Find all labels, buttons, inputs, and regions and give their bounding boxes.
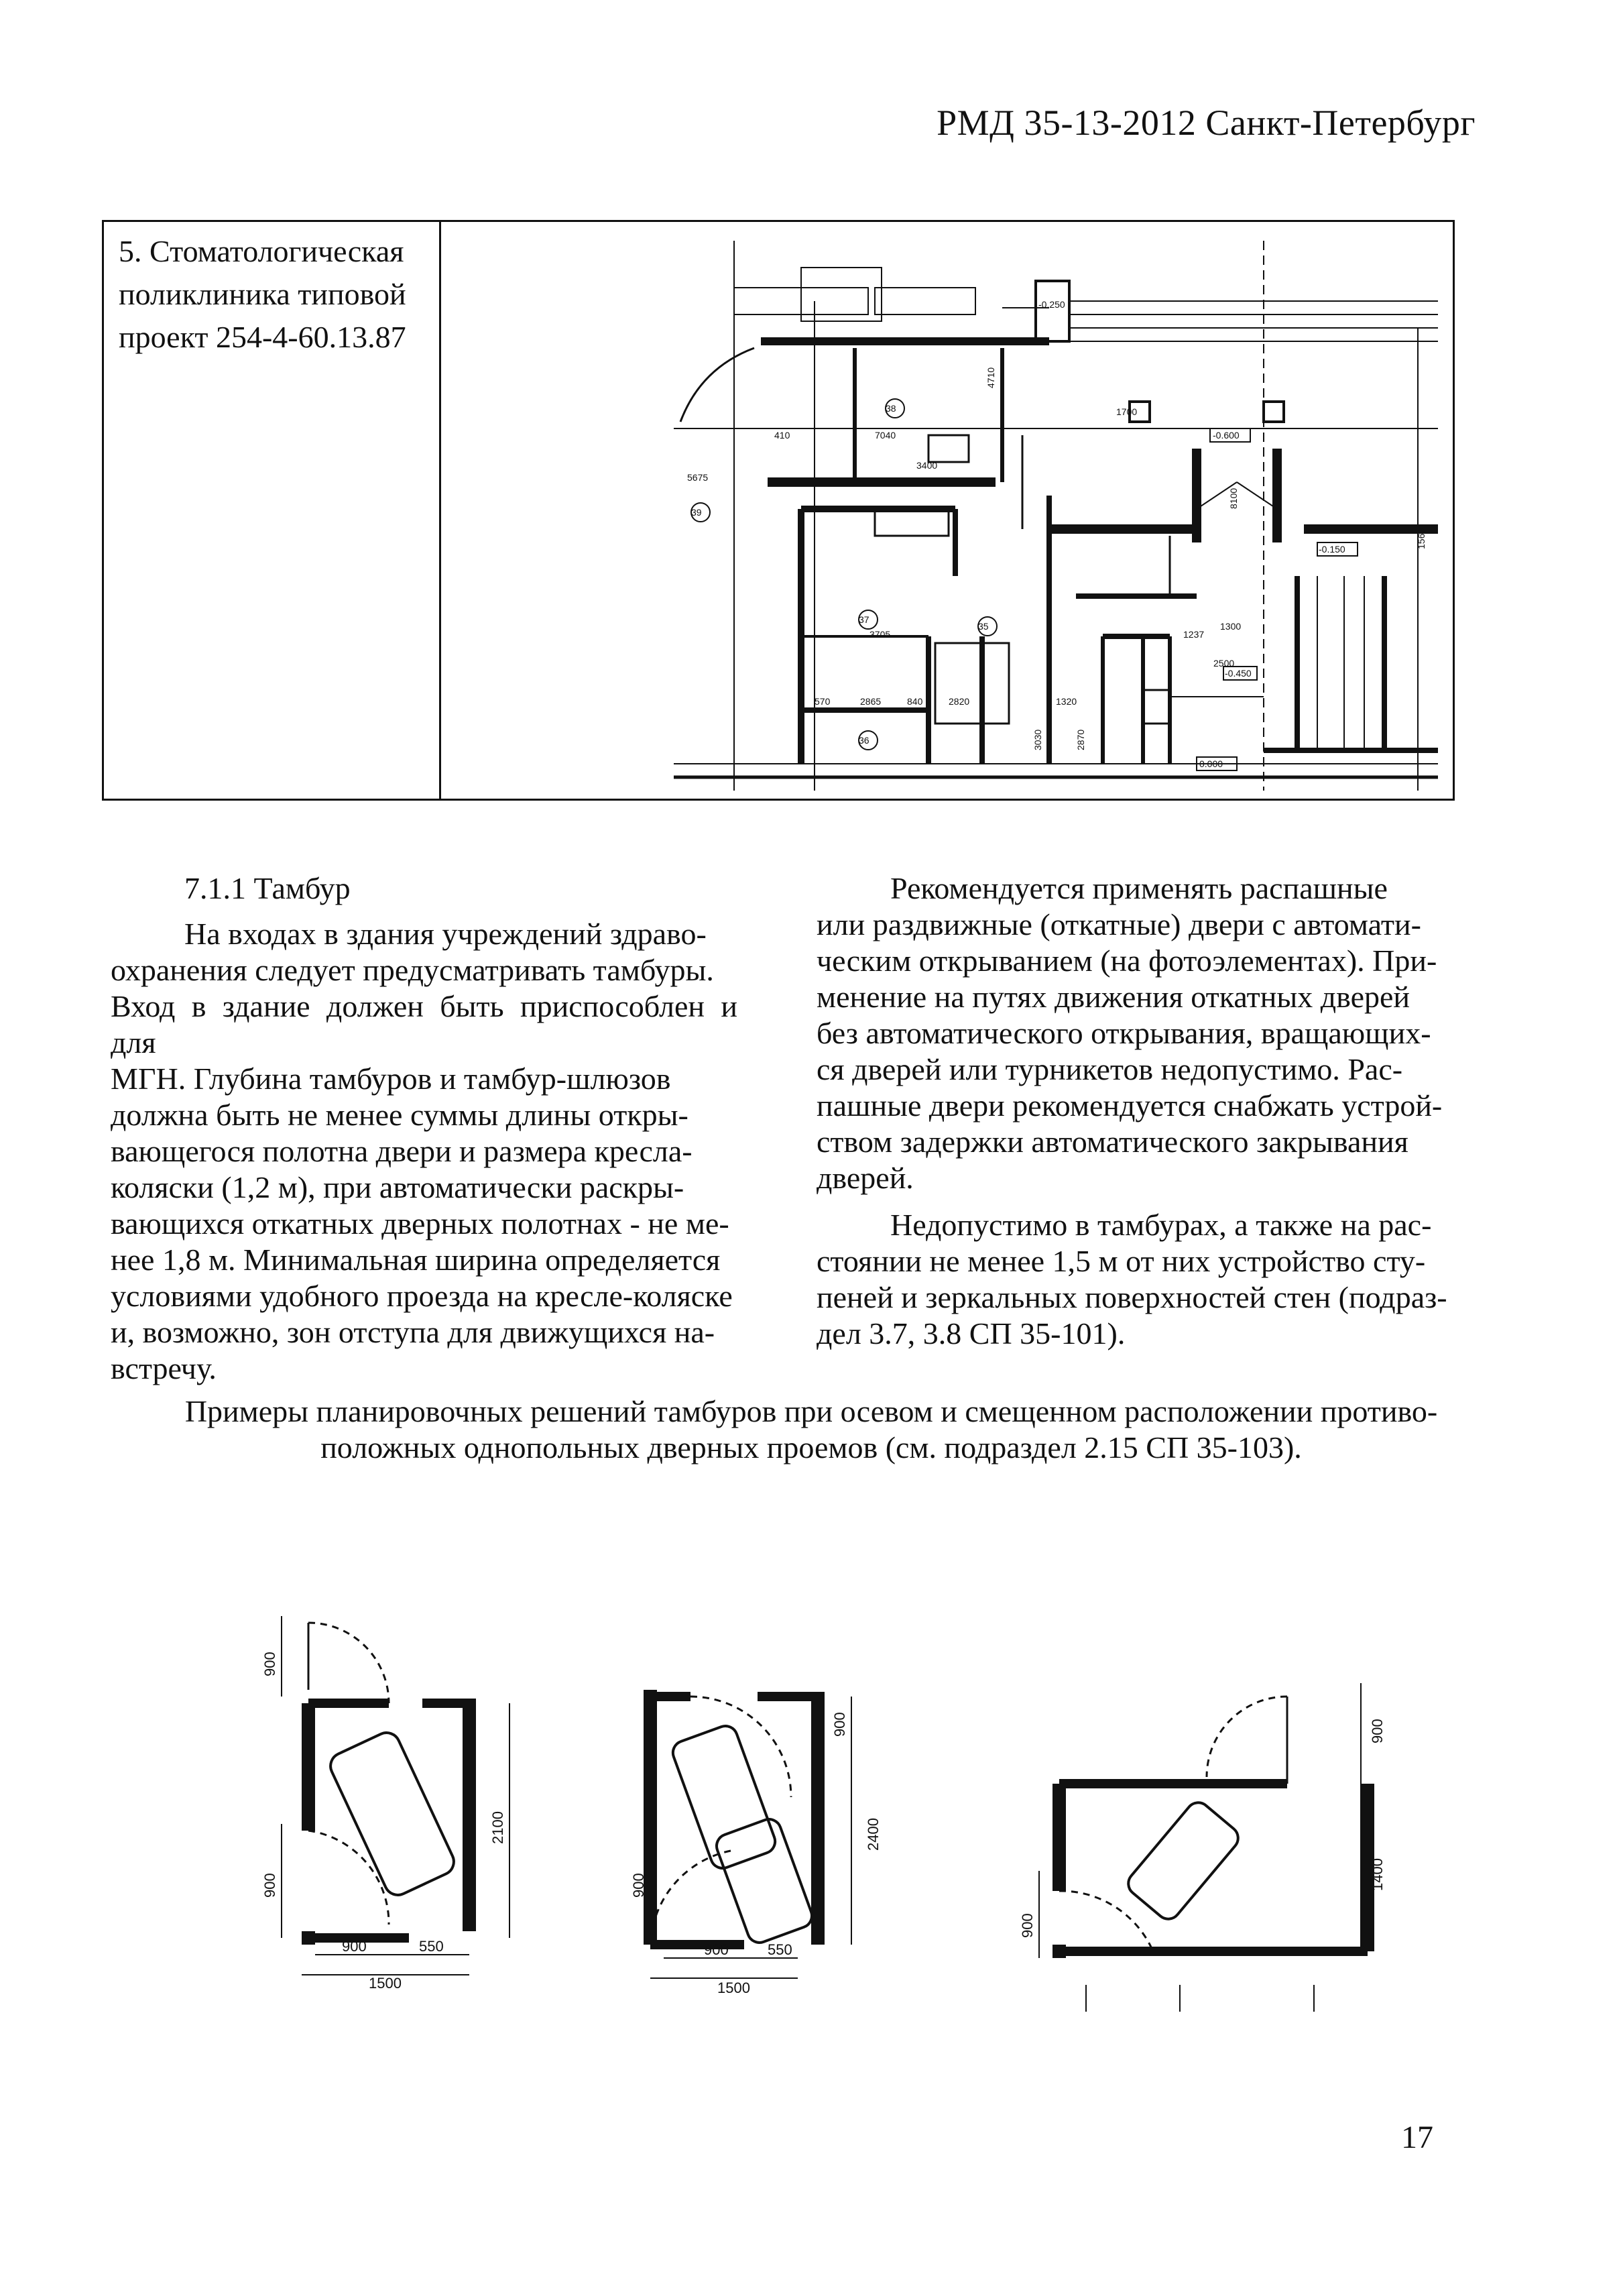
dimension-label: 5675	[687, 472, 709, 483]
dimension-label: 8100	[1228, 487, 1239, 509]
dimension-label: 2100	[489, 1811, 506, 1844]
left-text-column	[111, 870, 737, 1387]
dimension-label: 1500	[369, 1975, 402, 1992]
dimension-label: 1560	[1416, 528, 1427, 549]
text-line: стоянии не менее 1,5 м от них устройство сту-	[817, 1244, 1426, 1278]
text-line: встречу.	[111, 1351, 217, 1385]
caption-line: положных однопольных дверных проемов (см. подраздел 2.15 СП 35-103).	[320, 1430, 1302, 1465]
dimension-label: 4710	[985, 367, 996, 388]
dimension-label: 900	[261, 1873, 278, 1898]
text-line: вающегося полотна двери и размера кресла-	[111, 1134, 693, 1168]
room-number: 36	[859, 735, 869, 746]
text-line: без автоматического открывания, вращающих-	[817, 1016, 1431, 1050]
document-header: РМД 35-13-2012 Санкт-Петербург	[937, 103, 1476, 143]
text-line: Недопустимо в тамбурах, а также на рас-	[890, 1208, 1432, 1242]
right-text-column	[817, 870, 1453, 1352]
dimension-label: 840	[907, 696, 923, 707]
dimension-label: 7040	[875, 430, 896, 441]
text-line: или раздвижные (откатные) двери с автомати-	[817, 907, 1421, 941]
table-row-label	[119, 230, 427, 359]
dimension-label: 900	[1369, 1719, 1386, 1743]
room-number: 39	[691, 507, 702, 518]
dimension-label: 2865	[860, 696, 882, 707]
table-divider	[439, 222, 441, 799]
room-number: 37	[859, 614, 869, 625]
text-line: и, возможно, зон отступа для движущихся на-	[111, 1315, 715, 1349]
dimension-label: 900	[831, 1712, 848, 1737]
dimension-label: 3400	[916, 460, 938, 471]
level-mark: 0.000	[1199, 758, 1223, 769]
dimension-label: 550	[419, 1938, 444, 1955]
text-line: пеней и зеркальных поверхностей стен (подраз-	[817, 1280, 1447, 1314]
level-mark: -0.150	[1319, 544, 1345, 555]
dimension-label: 550	[768, 1941, 792, 1958]
vestibule-plan-offset-2400	[623, 1676, 905, 2012]
text-line: На входах в здания учреждений здраво-	[184, 917, 707, 951]
dimension-label: 1400	[1369, 1858, 1386, 1891]
figure-caption	[134, 1393, 1488, 1466]
dimension-label: 410	[774, 430, 790, 441]
room-number: 38	[886, 403, 896, 414]
text-line: условиями удобного проезда на кресле-коляске	[111, 1279, 733, 1313]
text-line: коляски (1,2 м), при автоматически раскры-	[111, 1170, 684, 1204]
dimension-label: 1700	[1116, 406, 1138, 417]
text-line: пашные двери рекомендуется снабжать устрой-	[817, 1088, 1443, 1123]
text-line: охранения следует предусматривать тамбуры.	[111, 953, 714, 987]
dimension-label: 900	[1019, 1913, 1036, 1938]
dimension-label: 900	[630, 1873, 647, 1898]
dimension-label: 1320	[1056, 696, 1077, 707]
dimension-label: 900	[342, 1938, 367, 1955]
row-label-line: поликлиника типовой	[119, 277, 406, 311]
text-line: нее 1,8 м. Минимальная ширина определяется	[111, 1243, 721, 1277]
dimension-label: 2400	[865, 1818, 882, 1851]
dimension-label: 900	[704, 1941, 729, 1958]
text-line: Рекомендуется применять распашные	[890, 871, 1388, 905]
text-line: дверей.	[817, 1161, 914, 1195]
vestibule-plan-corner-1400	[1019, 1670, 1394, 2018]
level-mark: -0.250	[1038, 299, 1065, 310]
text-line: должна быть не менее суммы длины откры-	[111, 1098, 688, 1132]
text-line: ческим открыванием (на фотоэлементах). При-	[817, 943, 1437, 978]
text-line: дел 3.7, 3.8 СП 35-101).	[817, 1316, 1126, 1351]
dimension-label: 570	[815, 696, 831, 707]
section-heading: 7.1.1 Тамбур	[184, 871, 351, 905]
row-label-line: 5. Стоматологическая	[119, 234, 404, 268]
text-line: Вход в здание должен быть приспособлен и для	[111, 989, 737, 1059]
text-line: МГН. Глубина тамбуров и тамбур-шлюзов	[111, 1061, 671, 1096]
dimension-label: 3705	[869, 629, 891, 640]
dimension-label: 3030	[1032, 729, 1043, 750]
level-mark: -0.450	[1225, 668, 1252, 679]
dimension-label: 1237	[1183, 629, 1205, 640]
dimension-label: 2500	[1213, 658, 1235, 669]
text-line: менение на путях движения откатных дверей	[817, 980, 1410, 1014]
row-label-line: проект 254-4-60.13.87	[119, 320, 406, 354]
example-table	[102, 220, 1455, 801]
dimension-label: 900	[261, 1652, 278, 1676]
floor-plan-drawing	[674, 227, 1438, 791]
text-line: ся дверей или турникетов недопустимо. Рас-	[817, 1052, 1403, 1086]
dimension-label: 1500	[717, 1979, 750, 1996]
dimension-label: 1300	[1220, 621, 1242, 632]
dimension-label: 2820	[949, 696, 970, 707]
caption-line: Примеры планировочных решений тамбуров при осевом и смещенном расположении противо-	[184, 1394, 1438, 1428]
room-number: 35	[978, 621, 989, 632]
text-line: ством задержки автоматического закрывания	[817, 1125, 1408, 1159]
level-mark: -0.600	[1213, 430, 1240, 441]
page-number: 17	[1401, 2120, 1433, 2155]
vestibule-plan-axial-2100	[255, 1603, 536, 1992]
dimension-label: 2870	[1075, 729, 1086, 750]
text-line: вающихся откатных дверных полотнах - не ме-	[111, 1206, 729, 1241]
